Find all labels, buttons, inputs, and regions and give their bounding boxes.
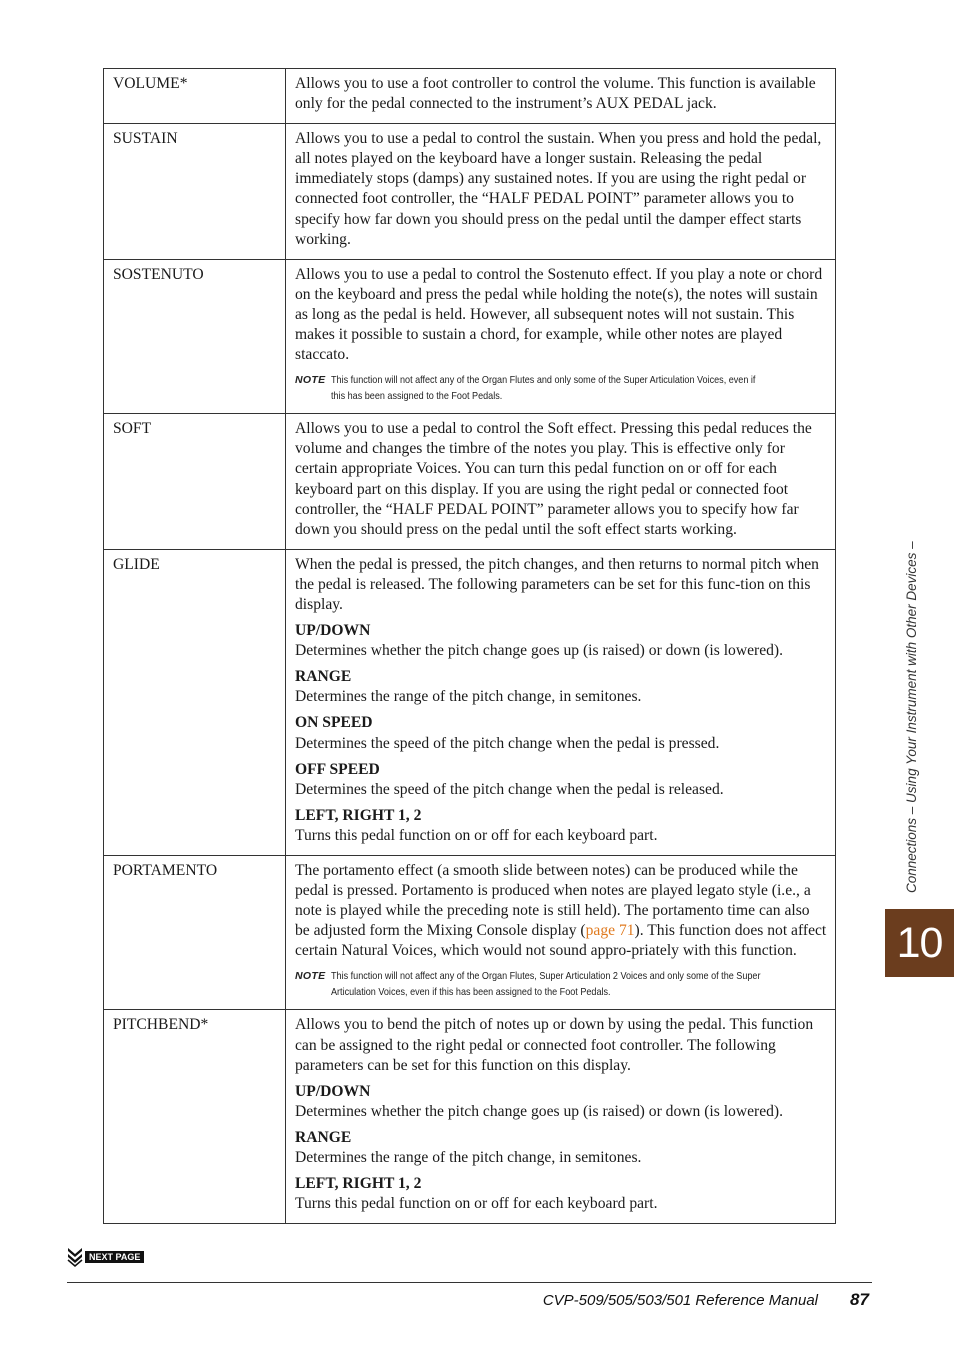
table-row bbox=[104, 124, 836, 260]
function-description bbox=[286, 124, 836, 260]
parameter-text: Determines the range of the pitch change, in semitones. bbox=[295, 1149, 642, 1167]
parameter-heading: LEFT, RIGHT 1, 2 bbox=[295, 1175, 422, 1193]
function-name: SOSTENUTO bbox=[104, 259, 286, 413]
table-row bbox=[104, 259, 836, 413]
page-number: 87 bbox=[850, 1290, 869, 1309]
function-description bbox=[286, 69, 836, 124]
note-text: This function will not affect any of the Organ Flutes, Super Articulation 2 Voices and only some of the Super Articulation Voices, even if this has been assigned to the Foot Pedals. bbox=[331, 971, 761, 998]
function-name: PITCHBEND* bbox=[104, 1010, 286, 1224]
table-row bbox=[104, 856, 836, 1010]
page-link[interactable]: page 71 bbox=[585, 922, 635, 940]
description-text: When the pedal is pressed, the pitch changes, and then returns to normal pitch when the pedal is released. The following parameters can be set for this func-tion on this display. bbox=[295, 555, 819, 613]
table-row bbox=[104, 1010, 836, 1224]
function-name: GLIDE bbox=[104, 549, 286, 855]
section-sidebar-text: Connections – Using Your Instrument with Other Devices – bbox=[904, 541, 919, 893]
description-text: Allows you to use a pedal to control the Soft effect. Pressing this pedal reduces the volume and changes the timbre of the notes you play. This is effective only for certain appropriate Voices. You can turn this pedal function on or off for each keyboard part on this display. If you are using the right pedal or connected foot controller, the “HALF PEDAL POINT” parameter allows you to specify how far down you should press on the pedal until the soft effect starts working. bbox=[295, 420, 812, 538]
function-name: VOLUME* bbox=[104, 69, 286, 124]
description-text bbox=[295, 861, 827, 961]
next-page-arrows-icon bbox=[67, 1247, 83, 1267]
description-text: Allows you to use a pedal to control the sustain. When you press and hold the pedal, all notes played on the keyboard have a longer sustain. Releasing the pedal immediately stops (damps) any sustained notes. If you are using the right pedal or connected foot controller, the “HALF PEDAL POINT” parameter allows you to specify how far down you should press on the pedal until the damper effect starts working. bbox=[295, 130, 822, 248]
parameter-heading: RANGE bbox=[295, 668, 352, 686]
description-text: Allows you to bend the pitch of notes up or down by using the pedal. This function can be assigned to the right pedal or connected foot controller. The following parameters can be set for this function on this display. bbox=[295, 1016, 814, 1074]
footer-manual-title: CVP-509/505/503/501 Reference Manual bbox=[542, 1292, 818, 1309]
parameter-heading: OFF SPEED bbox=[295, 760, 380, 778]
function-description bbox=[286, 414, 836, 550]
note-label: NOTE bbox=[295, 374, 326, 387]
next-page-marker bbox=[67, 1247, 144, 1267]
parameter-heading: UP/DOWN bbox=[295, 1082, 371, 1100]
footer-divider bbox=[67, 1282, 872, 1283]
parameter-text: Determines the range of the pitch change, in semitones. bbox=[295, 688, 642, 706]
description-text-part: The portamento effect (a smooth slide between notes) can be produced while the pedal is pressed. Portamento is produced when notes are played legato style (i.e., a note is played while the preceding note is still held). The portamento time can also be adjusted form the Mixing Console display ( bbox=[295, 862, 811, 940]
table-row bbox=[104, 414, 836, 550]
parameter-heading: LEFT, RIGHT 1, 2 bbox=[295, 806, 422, 824]
parameter-heading: UP/DOWN bbox=[295, 622, 371, 640]
parameter-text: Turns this pedal function on or off for each keyboard part. bbox=[295, 826, 658, 844]
note-label: NOTE bbox=[295, 970, 326, 983]
parameter-text: Determines whether the pitch change goes up (is raised) or down (is lowered). bbox=[295, 642, 784, 660]
function-description bbox=[286, 1010, 836, 1224]
next-page-label: NEXT PAGE bbox=[85, 1251, 144, 1263]
pedal-function-table bbox=[103, 68, 836, 1224]
description-text: Allows you to use a foot controller to control the volume. This function is available only for the pedal connected to the instrument’s AUX PEDAL jack. bbox=[295, 75, 816, 113]
parameter-text: Determines the speed of the pitch change when the pedal is pressed. bbox=[295, 734, 720, 752]
parameter-text: Turns this pedal function on or off for each keyboard part. bbox=[295, 1195, 658, 1213]
table-row bbox=[104, 69, 836, 124]
parameter-heading: ON SPEED bbox=[295, 714, 373, 732]
description-text-part: ). This function does not affect certain Natural Voices, which would not sound appro-priately with this function. bbox=[295, 922, 827, 960]
function-description bbox=[286, 259, 836, 413]
parameter-text: Determines the speed of the pitch change when the pedal is released. bbox=[295, 780, 724, 798]
function-name: SUSTAIN bbox=[104, 124, 286, 260]
function-description bbox=[286, 856, 836, 1010]
chapter-tab: 10 bbox=[885, 909, 954, 977]
note-text: This function will not affect any of the Organ Flutes and only some of the Super Articulation Voices, even if this has been assigned to the Foot Pedals. bbox=[331, 375, 756, 402]
function-name: SOFT bbox=[104, 414, 286, 550]
note-block bbox=[295, 969, 827, 1000]
function-name: PORTAMENTO bbox=[104, 856, 286, 1010]
function-description bbox=[286, 549, 836, 855]
description-text: Allows you to use a pedal to control the Sostenuto effect. If you play a note or chord on the keyboard and press the pedal while holding the note(s), the notes will sustain as long as the pedal is held. However, all subsequent notes will not sustain. This makes it possible to sustain a chord, for example, while other notes are played staccato. bbox=[295, 265, 823, 364]
table-row bbox=[104, 549, 836, 855]
note-block bbox=[295, 373, 827, 404]
parameter-heading: RANGE bbox=[295, 1128, 352, 1146]
parameter-text: Determines whether the pitch change goes up (is raised) or down (is lowered). bbox=[295, 1102, 784, 1120]
